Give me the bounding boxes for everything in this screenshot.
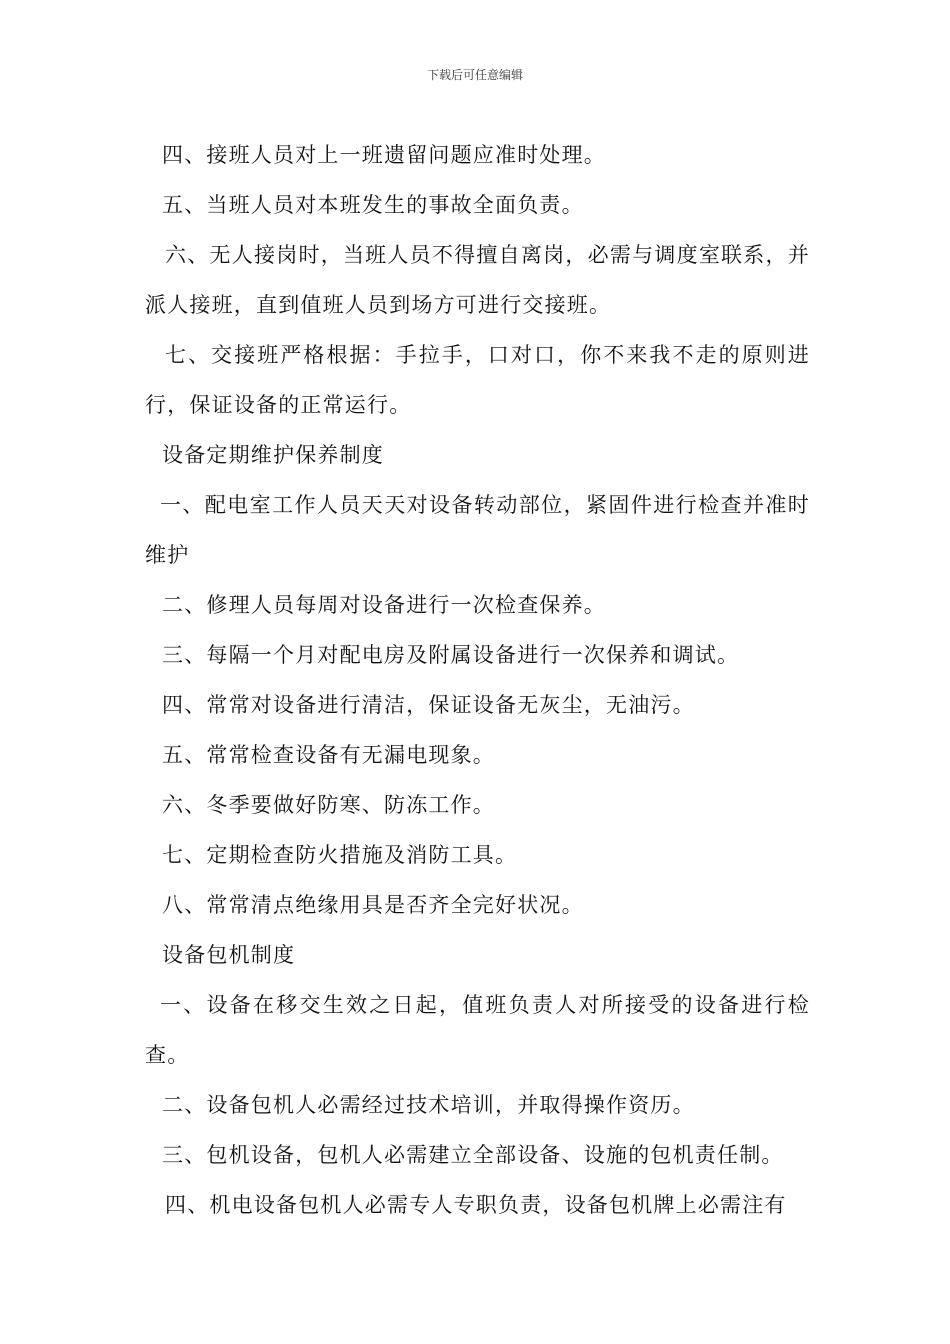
paragraph: 五、常常检查设备有无漏电现象。 (162, 743, 495, 767)
document-body (145, 130, 810, 1230)
paragraph: 四、常常对设备进行清洁，保证设备无灰尘，无油污。 (162, 693, 695, 717)
paragraph: 一、配电室工作人员天天对设备转动部位，紧固件进行检查并准时维护 (145, 493, 810, 567)
section-heading: 设备包机制度 (162, 943, 296, 967)
page-header: 下载后可任意编辑 (426, 68, 523, 82)
paragraph: 七、交接班严格根据：手拉手，口对口，你不来我不走的原则进行，保证设备的正常运行。 (145, 343, 810, 417)
paragraph: 八、常常清点绝缘用具是否齐全完好状况。 (162, 893, 584, 917)
paragraph: 四、接班人员对上一班遗留问题应准时处理。 (162, 143, 606, 167)
paragraph: 三、每隔一个月对配电房及附属设备进行一次保养和调试。 (162, 643, 740, 667)
paragraph: 六、冬季要做好防寒、防冻工作。 (162, 793, 495, 817)
paragraph: 三、包机设备，包机人必需建立全部设备、设施的包机责任制。 (162, 1143, 784, 1167)
paragraph: 六、无人接岗时，当班人员不得擅自离岗，必需与调度室联系，并派人接班，直到值班人员到场方可进行交接班。 (145, 243, 810, 317)
paragraph: 二、设备包机人必需经过技术培训，并取得操作资历。 (162, 1093, 695, 1117)
paragraph: 五、当班人员对本班发生的事故全面负责。 (162, 193, 584, 217)
paragraph: 四、机电设备包机人必需专人专职负责，设备包机牌上必需注有 (165, 1193, 787, 1217)
paragraph: 一、设备在移交生效之日起，值班负责人对所接受的设备进行检查。 (145, 993, 810, 1067)
paragraph: 七、定期检查防火措施及消防工具。 (162, 843, 518, 867)
section-heading: 设备定期维护保养制度 (162, 443, 384, 467)
paragraph: 二、修理人员每周对设备进行一次检查保养。 (162, 593, 606, 617)
